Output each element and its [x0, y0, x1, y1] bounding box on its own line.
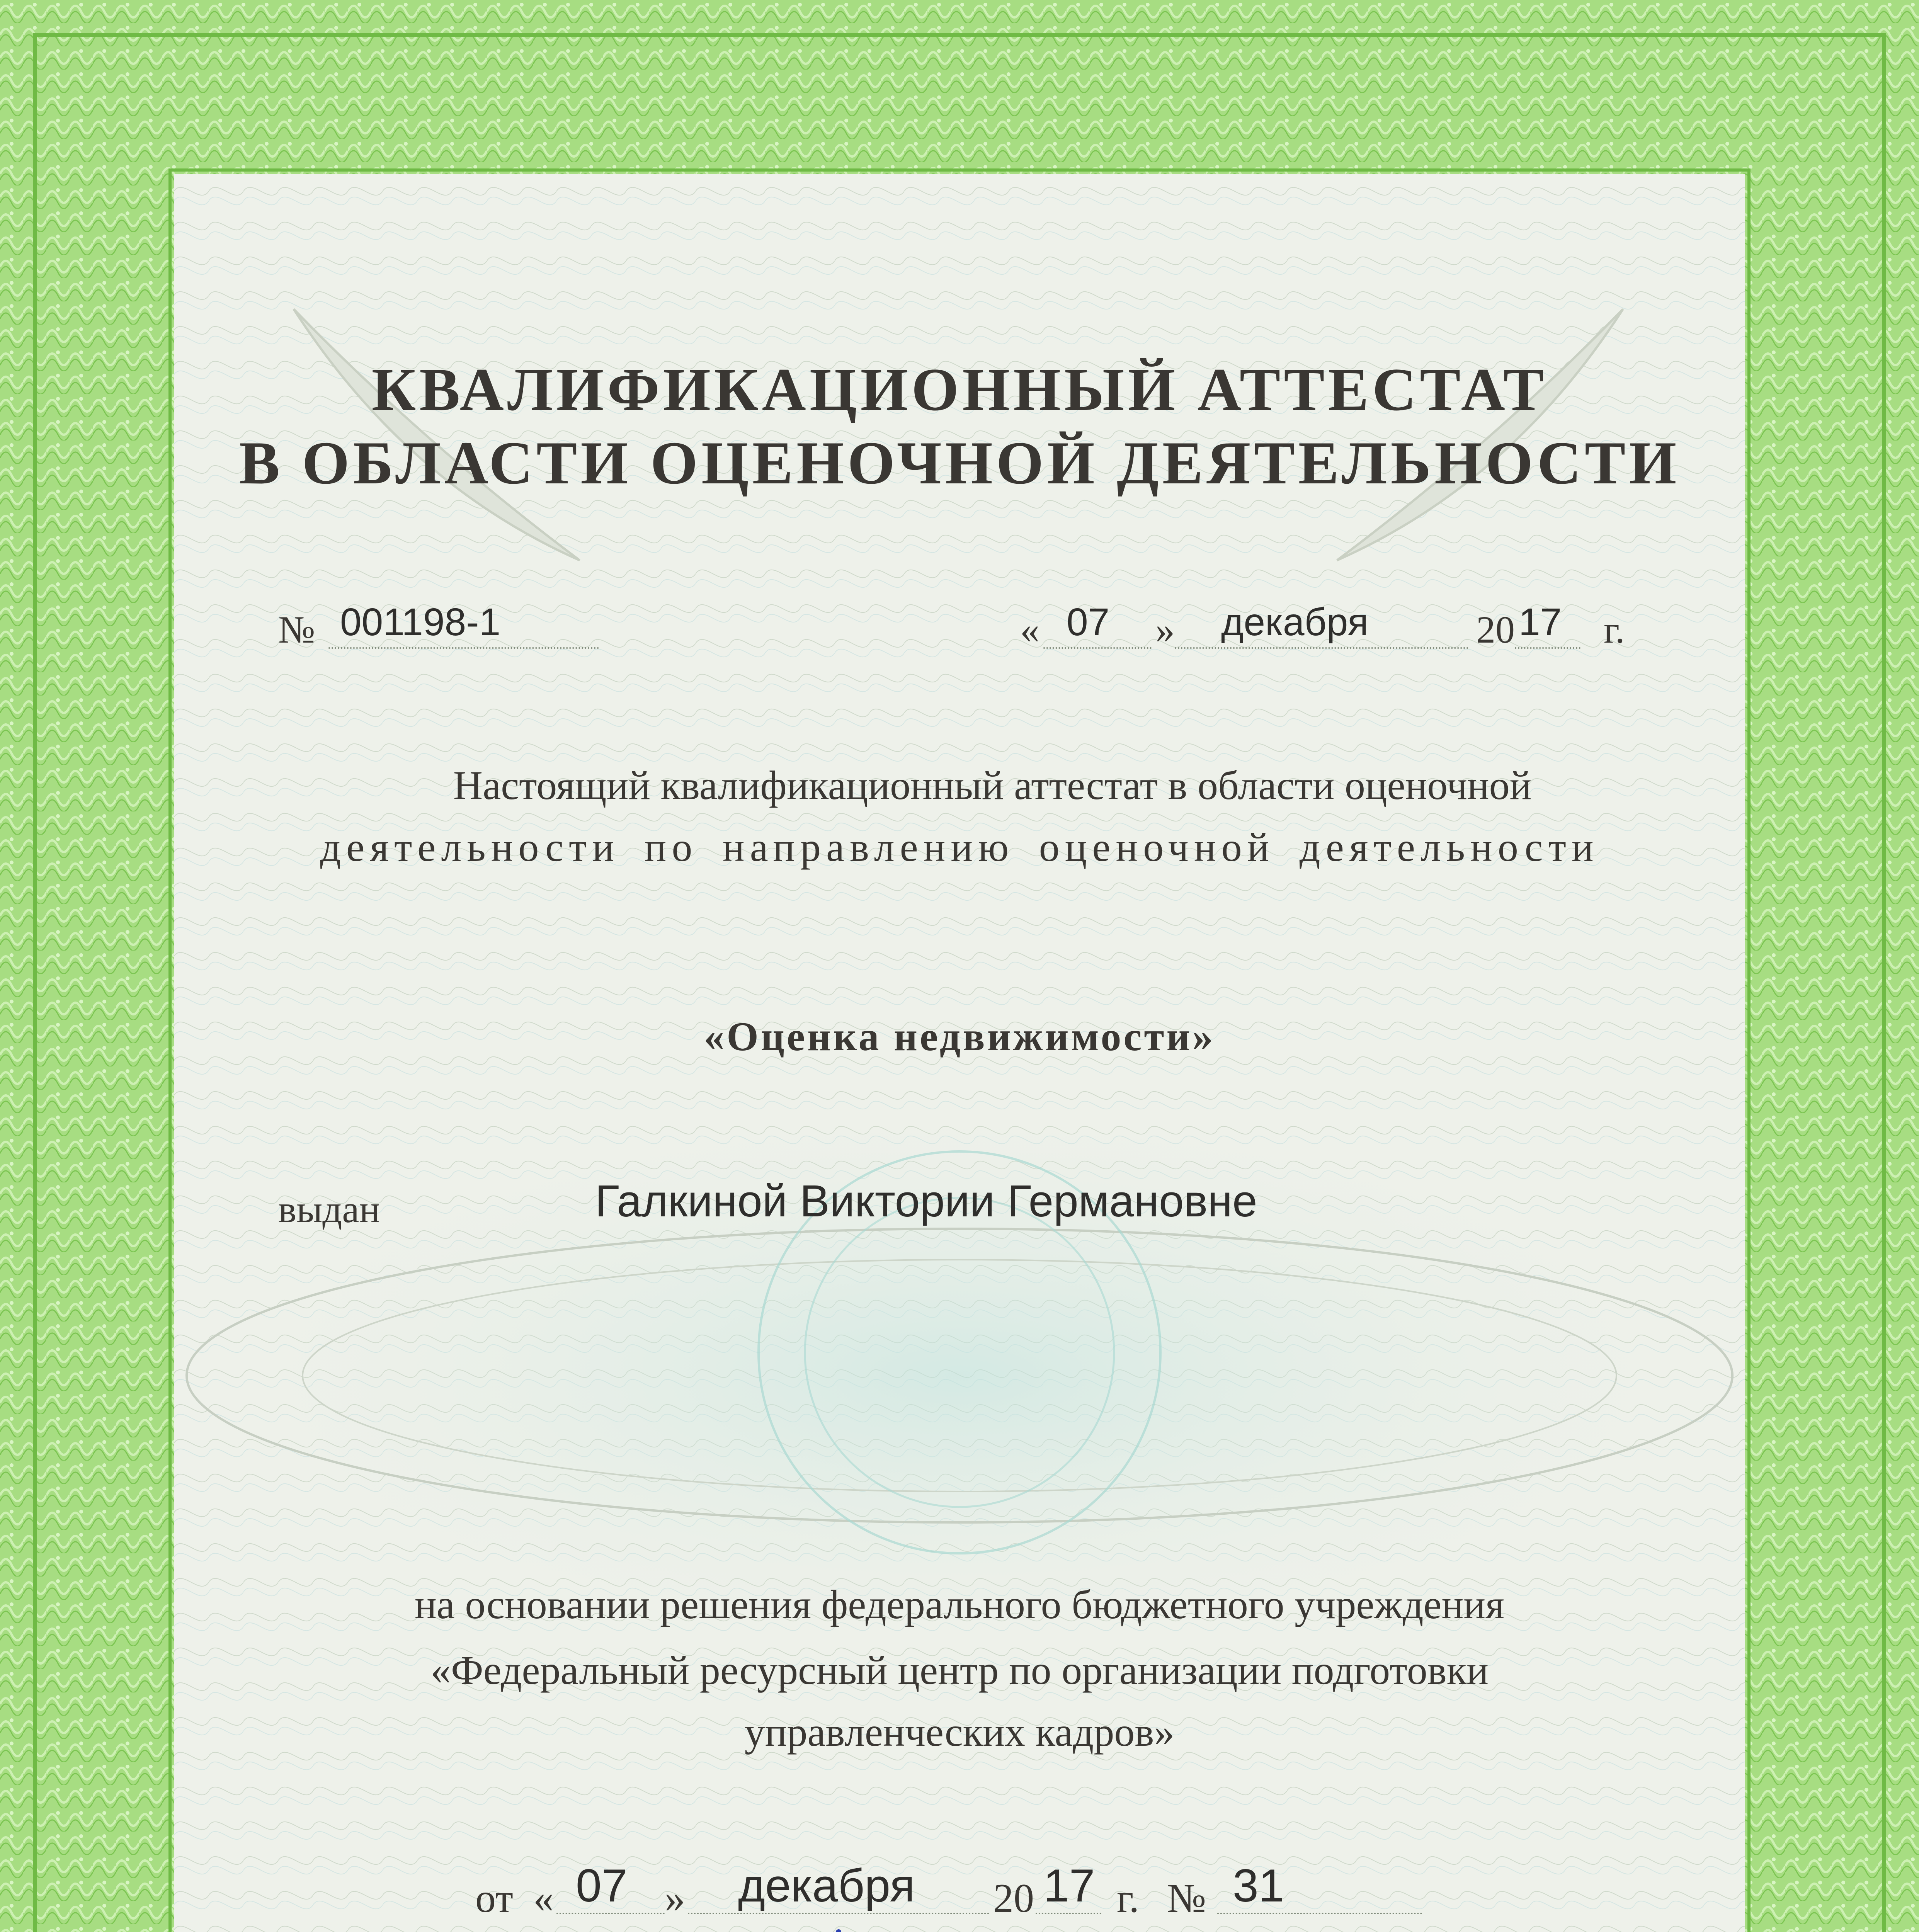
- issued-to-name: Галкиной Виктории Германовне: [595, 1176, 1257, 1226]
- basis-line-3: управленческих кадров»: [744, 1709, 1175, 1755]
- certificate-title-line2: В ОБЛАСТИ ОЦЕНОЧНОЙ ДЕЯТЕЛЬНОСТИ: [239, 429, 1680, 497]
- decision-day-underline: [556, 1913, 665, 1914]
- decision-close-quote: »: [665, 1876, 685, 1921]
- issue-date-year-suffix: 17: [1519, 600, 1562, 644]
- number-label: №: [278, 608, 315, 651]
- decision-year-prefix: 20: [993, 1876, 1034, 1921]
- issue-date-open-quote: «: [1020, 608, 1039, 651]
- issued-label: выдан: [278, 1188, 380, 1231]
- issue-month-underline: [1175, 647, 1468, 649]
- decision-number-label: №: [1167, 1876, 1206, 1921]
- issue-day-underline: [1043, 647, 1152, 649]
- issue-date-year-unit: г.: [1604, 608, 1625, 651]
- decision-day: 07: [576, 1860, 628, 1912]
- certificate-number: 001198-1: [340, 600, 501, 644]
- decision-from-label: от: [475, 1876, 513, 1921]
- decision-month-underline: [688, 1913, 989, 1914]
- decision-open-quote: «: [533, 1876, 554, 1921]
- decision-year-unit: г.: [1117, 1876, 1140, 1921]
- basis-line-1: на основании решения федерального бюджетного учреждения: [415, 1582, 1504, 1627]
- decision-number: 31: [1233, 1860, 1284, 1912]
- issue-year-underline: [1515, 647, 1580, 649]
- issue-date-year-prefix: 20: [1476, 608, 1515, 651]
- basis-line-2: «Федеральный ресурсный центр по организации подготовки: [430, 1648, 1489, 1693]
- issue-date-day: 07: [1067, 600, 1110, 644]
- decision-year-suffix: 17: [1043, 1860, 1095, 1912]
- decision-number-underline: [1217, 1913, 1422, 1914]
- certificate-title-line1: КВАЛИФИКАЦИОННЫЙ АТТЕСТАТ: [371, 356, 1548, 423]
- intro-line-2: деятельности по направлению оценочной деятельности: [320, 825, 1599, 870]
- decision-month: декабря: [738, 1860, 915, 1912]
- direction-title: «Оценка недвижимости»: [704, 1014, 1215, 1059]
- intro-line-1: Настоящий квалификационный аттестат в области оценочной: [453, 763, 1532, 808]
- decision-year-underline: [1036, 1913, 1101, 1914]
- issue-date-close-quote: »: [1155, 608, 1175, 651]
- number-underline: [328, 647, 599, 649]
- issue-date-month: декабря: [1221, 600, 1369, 644]
